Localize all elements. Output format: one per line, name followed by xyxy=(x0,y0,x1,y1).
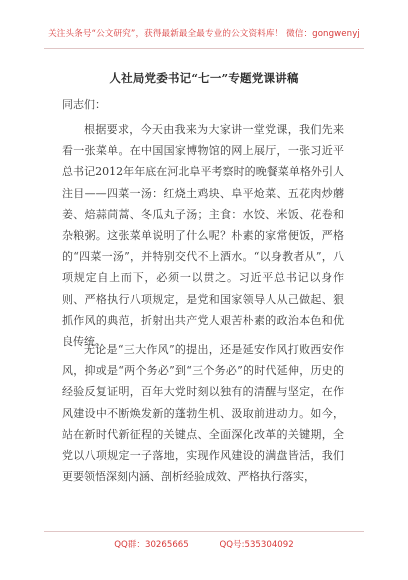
header-promo-note: 关注头条号“公文研究”，获得最新最全最专业的公文资料库！ 微信：gongwenyj xyxy=(48,29,360,39)
qq-group-number: QQ群：30265665 xyxy=(114,540,189,550)
footer-contact xyxy=(0,538,408,550)
qq-number: QQ号:535304092 xyxy=(219,540,294,550)
header-divider xyxy=(44,48,364,49)
paragraph-1: 根据要求，今天由我来为大家讲一堂党课，我们先来看一张菜单。在中国国家博物馆的网上展厅，一张习近平总书记2012年年底在河北阜平考察时的晚餐菜单格外引人注目——四菜一汤：红烧土鸡块、阜平炝菜、五花肉炒蘑姜、焙蒜茼蒿、冬瓜丸子汤；主食：水饺、米饭、花卷和杂粮粥。这张菜单说明了什么呢？朴素的家常便饭，严格的“四菜一汤”，并特别交代不上酒水。“以身教者从”，八项规定自上而下，必须一以贯之。习近平总书记以身作则、严格执行八项规定，是党和国家领导人从己做起、狠抓作风的典范，折射出共产党人艰苦朴素的政治本色和优良传统。 xyxy=(62,123,344,349)
salutation: 同志们： xyxy=(62,98,106,111)
footer-divider xyxy=(44,531,364,532)
paragraph-2: 无论是“三大作风”的提出，还是延安作风打败西安作风，抑或是“两个务必”到“三个务必”的时代延伸，历史的经验反复证明，百年大党时刻以独有的清醒与坚定，在作风建设中不断焕发新的蓬勃生机、汲取前进动力。如今，站在新时代新征程的关键点、全面深化改革的关键期，全党以八项规定一子落地，实现作风建设的满盘皆活，我们更要领悟深刻内涵、剖析经验成效、严格执行落实， xyxy=(62,343,344,484)
document-title: 人社局党委书记“七一”专题党课讲稿 xyxy=(109,71,299,85)
